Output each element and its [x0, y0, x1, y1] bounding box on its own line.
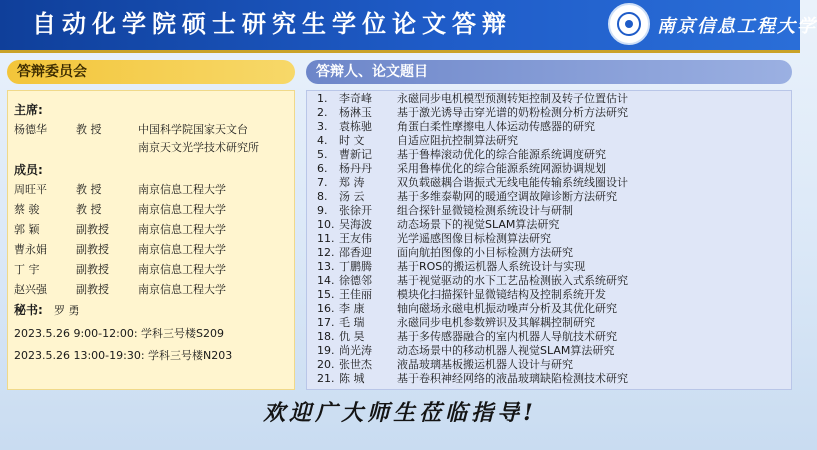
welcome-banner: 欢迎广大师生莅临指导! — [263, 400, 537, 426]
member-org: 南京信息工程大学 — [138, 183, 226, 196]
thesis-row — [307, 162, 787, 176]
thesis-row — [307, 218, 787, 232]
theses-heading: 答辩人、论文题目 — [306, 60, 792, 84]
candidate-name: 徐德邻 — [339, 274, 372, 287]
committee-heading: 答辩委员会 — [7, 60, 295, 84]
thesis-number: 4. — [317, 134, 328, 147]
thesis-number: 11. — [317, 232, 335, 245]
member-org: 南京信息工程大学 — [138, 243, 226, 256]
candidate-name: 杨丹丹 — [339, 162, 372, 175]
candidate-name: 尚光涛 — [339, 344, 372, 357]
thesis-number: 15. — [317, 288, 335, 301]
thesis-number: 8. — [317, 190, 328, 203]
university-logo-text: 南京信息工程大学 — [657, 16, 817, 37]
thesis-title: 模块化扫描探针显微镜结构及控制系统开发 — [397, 288, 606, 301]
candidate-name: 丁鹏腾 — [339, 260, 372, 273]
secretary-name: 罗 勇 — [54, 304, 80, 317]
thesis-row — [307, 190, 787, 204]
thesis-title: 永磁同步电机模型预测转矩控制及转子位置估计 — [397, 92, 628, 105]
candidate-name: 王佳丽 — [339, 288, 372, 301]
thesis-number: 5. — [317, 148, 328, 161]
member-org: 南京信息工程大学 — [138, 263, 226, 276]
chair-name: 杨德华 — [14, 123, 47, 136]
thesis-number: 21. — [317, 372, 335, 385]
candidate-name: 李奇峰 — [339, 92, 372, 105]
thesis-row — [307, 358, 787, 372]
candidate-name: 毛 瑞 — [339, 316, 365, 329]
thesis-number: 17. — [317, 316, 335, 329]
thesis-row — [307, 344, 787, 358]
thesis-row — [307, 204, 787, 218]
candidate-name: 吴海波 — [339, 218, 372, 231]
chair-title: 教 授 — [76, 123, 102, 136]
thesis-title: 基于卷积神经网络的液晶玻璃缺陷检测技术研究 — [397, 372, 628, 385]
members-label: 成员: — [14, 163, 43, 177]
page-title: 自动化学院硕士研究生学位论文答辩 — [32, 9, 512, 38]
thesis-number: 6. — [317, 162, 328, 175]
thesis-title: 基于多传感器融合的室内机器人导航技术研究 — [397, 330, 617, 343]
thesis-number: 19. — [317, 344, 335, 357]
member-name: 蔡 骏 — [14, 203, 40, 216]
thesis-number: 3. — [317, 120, 328, 133]
theses-panel — [306, 90, 792, 390]
thesis-title: 组合探针显微镜检测系统设计与研制 — [397, 204, 573, 217]
thesis-number: 16. — [317, 302, 335, 315]
thesis-title: 角蛋白柔性摩擦电人体运动传感器的研究 — [397, 120, 595, 133]
thesis-title: 面向航拍图像的小目标检测方法研究 — [397, 246, 573, 259]
thesis-row — [307, 134, 787, 148]
thesis-number: 1. — [317, 92, 328, 105]
session-afternoon: 2023.5.26 13:00-19:30: 学科三号楼N203 — [14, 349, 233, 362]
secretary-label: 秘书: — [14, 303, 43, 317]
thesis-title: 采用鲁棒优化的综合能源系统网源协调规划 — [397, 162, 606, 175]
thesis-row — [307, 316, 787, 330]
candidate-name: 王友伟 — [339, 232, 372, 245]
thesis-number: 7. — [317, 176, 328, 189]
candidate-name: 仇 昊 — [339, 330, 365, 343]
thesis-title: 基于多维泰勒网的暖通空调故障诊断方法研究 — [397, 190, 617, 203]
seal-center — [625, 20, 633, 28]
candidate-name: 张世杰 — [339, 358, 372, 371]
candidate-name: 汤 云 — [339, 190, 365, 203]
member-name: 郭 颖 — [14, 223, 40, 236]
thesis-row — [307, 330, 787, 344]
university-seal-icon — [608, 3, 650, 45]
member-org: 南京信息工程大学 — [138, 283, 226, 296]
thesis-title: 双负载磁耦合谐振式无线电能传输系统线圈设计 — [397, 176, 628, 189]
member-name: 赵兴强 — [14, 283, 47, 296]
member-title: 副教授 — [76, 283, 109, 296]
candidate-name: 李 康 — [339, 302, 365, 315]
thesis-row — [307, 274, 787, 288]
candidate-name: 时 文 — [339, 134, 365, 147]
thesis-row — [307, 232, 787, 246]
candidate-name: 杨淋玉 — [339, 106, 372, 119]
chair-label: 主席: — [14, 103, 43, 117]
thesis-row — [307, 148, 787, 162]
member-title: 副教授 — [76, 243, 109, 256]
member-title: 教 授 — [76, 203, 102, 216]
thesis-number: 9. — [317, 204, 328, 217]
thesis-row — [307, 92, 787, 106]
thesis-title: 自适应阻抗控制算法研究 — [397, 134, 518, 147]
member-name: 周旺平 — [14, 183, 47, 196]
thesis-title: 基于视觉驱动的水下工艺品检测嵌入式系统研究 — [397, 274, 628, 287]
member-org: 南京信息工程大学 — [138, 203, 226, 216]
thesis-title: 轴向磁场永磁电机振动噪声分析及其优化研究 — [397, 302, 617, 315]
member-title: 副教授 — [76, 263, 109, 276]
member-title: 教 授 — [76, 183, 102, 196]
thesis-title: 动态场景下的视觉SLAM算法研究 — [397, 218, 560, 231]
thesis-row — [307, 106, 787, 120]
member-name: 丁 宇 — [14, 263, 40, 276]
candidate-name: 曹新记 — [339, 148, 372, 161]
thesis-row — [307, 288, 787, 302]
thesis-number: 14. — [317, 274, 335, 287]
thesis-title: 基于ROS的搬运机器人系统设计与实现 — [397, 260, 586, 273]
thesis-row — [307, 176, 787, 190]
member-org: 南京信息工程大学 — [138, 223, 226, 236]
candidate-name: 袁栋驰 — [339, 120, 372, 133]
thesis-title: 动态场景中的移动机器人视觉SLAM算法研究 — [397, 344, 615, 357]
thesis-title: 基于鲁棒滚动优化的综合能源系统调度研究 — [397, 148, 606, 161]
chair-org-line1: 中国科学院国家天文台 — [138, 123, 248, 136]
candidate-name: 郑 涛 — [339, 176, 365, 189]
committee-panel — [7, 90, 295, 390]
candidate-name: 邵香迎 — [339, 246, 372, 259]
thesis-title: 液晶玻璃基板搬运机器人设计与研究 — [397, 358, 573, 371]
thesis-number: 2. — [317, 106, 328, 119]
thesis-title: 光学遥感图像目标检测算法研究 — [397, 232, 551, 245]
thesis-number: 18. — [317, 330, 335, 343]
thesis-title: 基于激光诱导击穿光谱的奶粉检测分析方法研究 — [397, 106, 628, 119]
chair-org-line2: 南京天文光学技术研究所 — [138, 141, 259, 154]
thesis-title: 永磁同步电机参数辨识及其解耦控制研究 — [397, 316, 595, 329]
session-morning: 2023.5.26 9:00-12:00: 学科三号楼S209 — [14, 327, 225, 340]
candidate-name: 陈 城 — [339, 372, 365, 385]
seal-ring — [617, 12, 641, 36]
header-divider — [0, 50, 800, 53]
thesis-number: 10. — [317, 218, 335, 231]
thesis-row — [307, 246, 787, 260]
thesis-number: 20. — [317, 358, 335, 371]
member-name: 曹永娟 — [14, 243, 47, 256]
thesis-number: 13. — [317, 260, 335, 273]
thesis-row — [307, 372, 787, 386]
thesis-row — [307, 302, 787, 316]
header-banner — [0, 0, 817, 50]
candidate-name: 张徐开 — [339, 204, 372, 217]
thesis-number: 12. — [317, 246, 335, 259]
member-title: 副教授 — [76, 223, 109, 236]
thesis-row — [307, 120, 787, 134]
thesis-row — [307, 260, 787, 274]
